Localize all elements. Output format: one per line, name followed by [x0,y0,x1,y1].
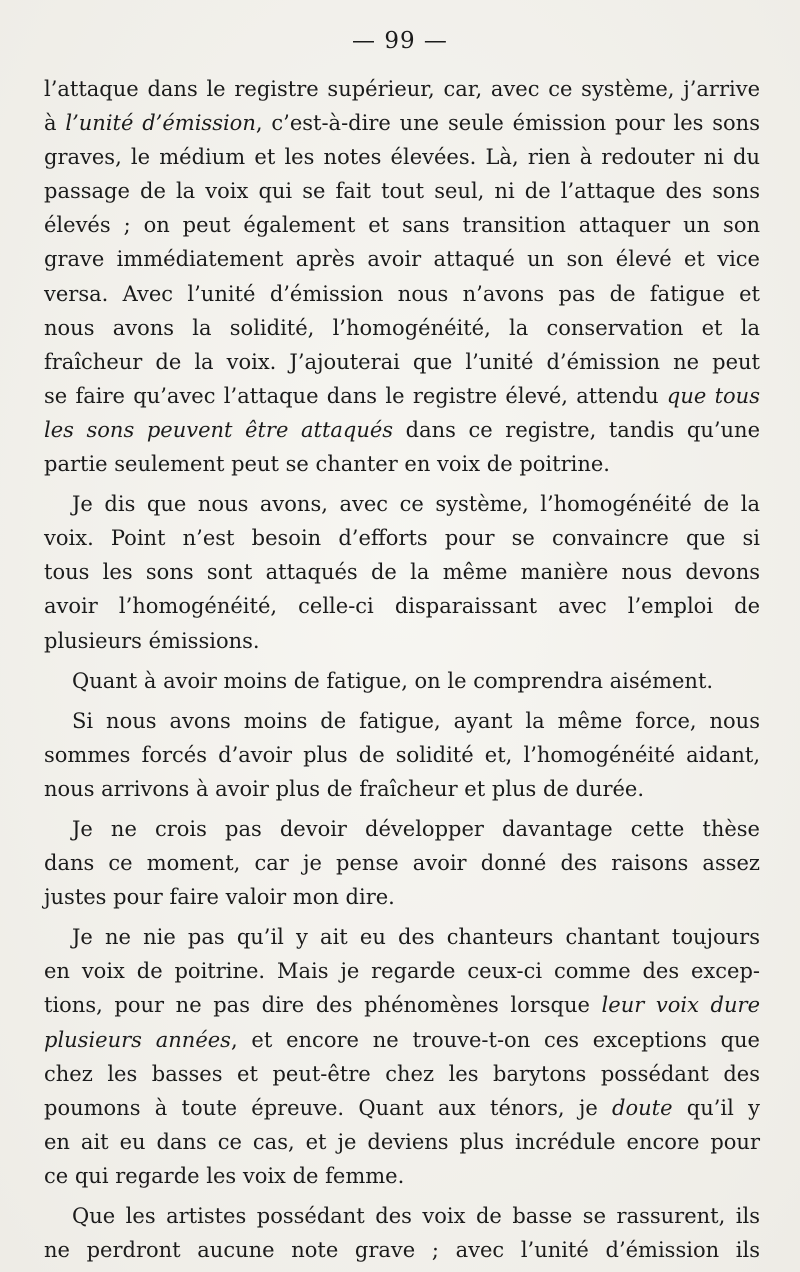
text-run: Quant à avoir moins de fatigue, on le comprendra aisément. [72,668,714,693]
text-run: voix. Point n’est besoin d’efforts pour se convaincre que si [44,526,760,551]
text-line [44,920,760,954]
text-run: partie seulement peut se chanter en voix de poitrine. [44,452,610,477]
text-run: en voix de poitrine. Mais je regarde ceux-ci comme des excep- [44,959,760,984]
text-run: grave immédiatement après avoir attaqué un son élevé et vice [44,247,760,272]
text-line [44,738,760,772]
text-run: à [44,111,66,136]
text-run: poumons à toute épreuve. Quant aux ténors, je [44,1095,613,1120]
text-run: versa. Avec l’unité d’émission nous n’avons pas de fatigue et [44,281,760,306]
text-line [44,555,760,589]
text-run: ce qui regarde les voix de femme. [44,1163,405,1188]
text-run: graves, le médium et les notes élevées. Là, rien à redouter ni du [44,145,760,170]
text-line [44,1091,760,1125]
text-run: Je ne crois pas devoir développer davantage cette thèse [72,816,760,841]
text-line [44,140,760,174]
paragraph [44,920,760,1193]
text-line [44,988,760,1022]
text-line [44,624,760,658]
text-line [44,72,760,106]
text-line [44,846,760,880]
text-run: passage de la voix qui se fait tout seul, ni de l’attaque des sons [44,179,760,204]
text-line [44,812,760,846]
text-line [44,345,760,379]
text-run: justes pour faire valoir mon dire. [44,885,395,910]
text-run: fraîcheur de la voix. J’ajouterai que l’unité d’émission ne peut [44,349,760,374]
text-run: tous les sons sont attaqués de la même manière nous devons [44,560,760,585]
page-number: — 99 — [352,28,448,54]
paragraph [44,487,760,657]
text-line [44,521,760,555]
text-run: sommes forcés d’avoir plus de solidité et, l’homogénéité aidant, [44,742,760,767]
text-line [44,664,760,698]
text-line [44,954,760,988]
paragraph [44,704,760,806]
text-line [44,589,760,623]
text-line [44,1233,760,1267]
text-line [44,208,760,242]
text-line [44,447,760,481]
text-run: Je ne nie pas qu’il y ait eu des chanteurs chantant toujours [72,925,760,950]
text-run: ne perdront aucune note grave ; avec l’unité d’émission ils [44,1238,760,1263]
paragraph [44,72,760,481]
text-run: nous arrivons à avoir plus de fraîcheur et plus de durée. [44,776,645,801]
italic-text: les sons peuvent être attaqués [44,417,394,442]
text-run: l’attaque dans le registre supérieur, car, avec ce système, j’arrive [44,77,760,101]
text-line [44,277,760,311]
italic-text: l’unité d’émission [65,111,256,136]
text-line [44,1125,760,1159]
text-line [44,1057,760,1091]
text-run: Que les artistes possédant des voix de basse se rassurent, ils [72,1204,760,1228]
paragraph [44,1199,760,1267]
text-line [44,880,760,914]
text-line [44,174,760,208]
text-line [44,379,760,413]
text-run: dans ce registre, tandis qu’une [393,417,760,442]
text-line [44,413,760,447]
text-run: Si nous avons moins de fatigue, ayant la même force, nous [72,708,760,733]
text-run: se faire qu’avec l’attaque dans le registre élevé, attendu [44,383,667,408]
text-run: avoir l’homogénéité, celle-ci disparaissant avec l’emploi de [44,594,760,619]
text-run: dans ce moment, car je pense avoir donné des raisons assez [44,851,760,876]
text-line [44,704,760,738]
text-line [44,311,760,345]
italic-text: que tous [666,383,760,408]
text-line [44,106,760,140]
body-text [44,72,760,1267]
text-run: nous avons la solidité, l’homogénéité, la conservation et la [44,315,760,340]
text-run: qu’il y [672,1095,760,1120]
paragraph [44,812,760,914]
italic-text: doute [612,1095,673,1120]
text-run: Je dis que nous avons, avec ce système, l’homogénéité de la [72,492,760,517]
text-run: , c’est-à-dire une seule émission pour les sons [255,111,760,136]
paragraph [44,664,760,698]
text-line [44,487,760,521]
text-line [44,1023,760,1057]
text-line [44,1159,760,1193]
text-run: tions, pour ne pas dire des phénomènes lorsque [44,993,602,1018]
italic-text: leur voix dure [601,993,760,1018]
text-line [44,1199,760,1233]
text-run: élevés ; on peut également et sans transition attaquer un son [44,213,760,238]
text-run: plusieurs émissions. [44,628,260,653]
text-run: , et encore ne trouve-t-on ces exceptions que [230,1027,760,1052]
text-run: chez les basses et peut-être chez les barytons possédant des [44,1061,760,1086]
text-line [44,242,760,276]
text-line [44,772,760,806]
italic-text: plusieurs années [44,1027,231,1052]
text-run: en ait eu dans ce cas, et je deviens plus incrédule encore pour [44,1129,760,1154]
